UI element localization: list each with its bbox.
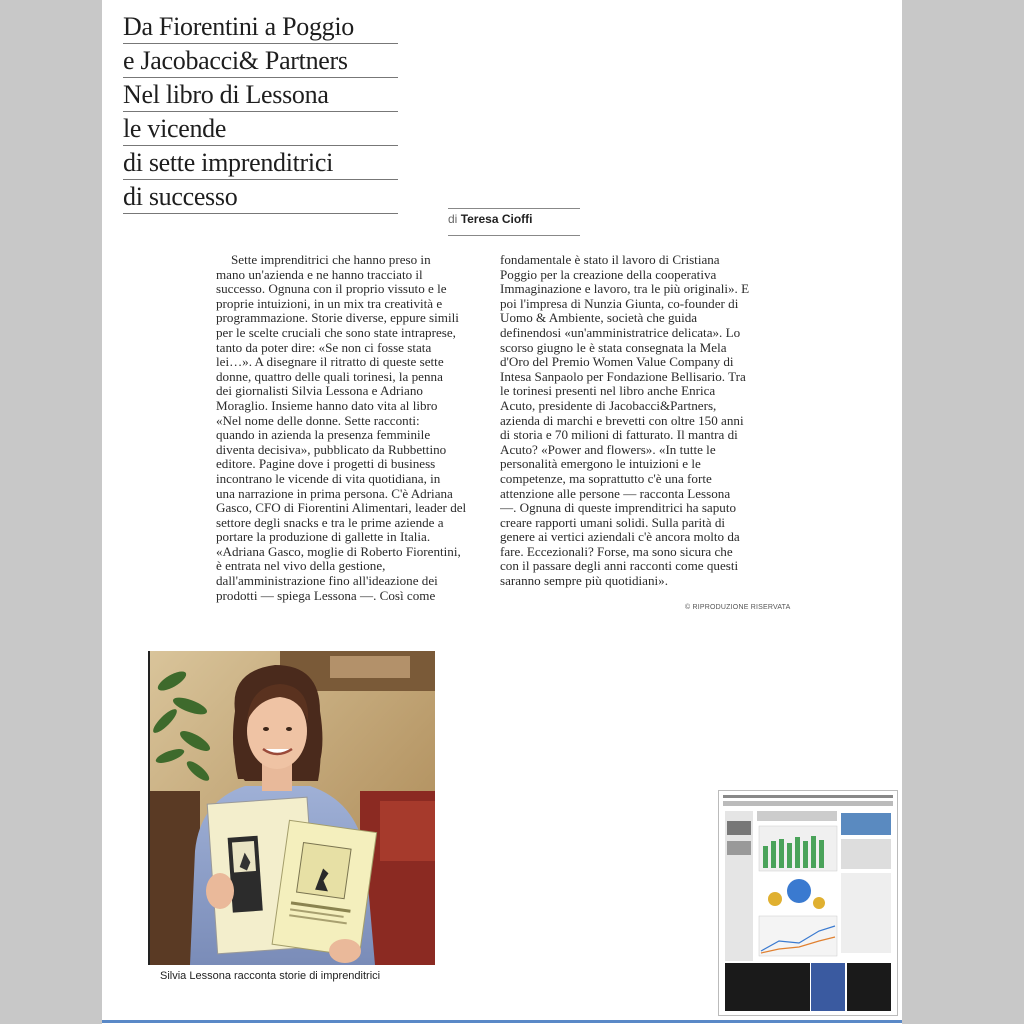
headline xyxy=(123,10,398,214)
photo-caption: Silvia Lessona racconta storie di imprenditrici xyxy=(160,970,381,982)
article-text-line: mano un'azienda e ne hanno tracciato il xyxy=(216,267,423,282)
article-text-line: portare la produzione di gallette in Italia. xyxy=(216,530,431,545)
article-text-line: con il passare degli anni racconti come questi xyxy=(500,559,739,574)
article-text-line: azienda di marchi e brevetti con oltre 150 anni xyxy=(500,413,744,428)
article-text-line: per le scelte cruciali che sono state intraprese, xyxy=(216,325,456,340)
article-text-line: fare. Eccezionali? Forse, ma sono sicura che xyxy=(500,544,733,559)
article-text-line: Acuto, presidente di Jacobacci&Partners, xyxy=(500,398,717,413)
article-text-line: di storia e 70 milioni di fatturato. Il mantra di xyxy=(500,428,738,443)
byline-prefix: di xyxy=(448,212,458,226)
article-text-line: Immaginazione e lavoro, tra le più originali». E xyxy=(500,282,750,297)
article-text-line: Gasco, CFO di Fiorentini Alimentari, leader del xyxy=(216,501,467,516)
article-text-line: genere ai vertici aziendali c'è ancora molto da xyxy=(500,530,740,545)
article-text-line: prodotti — spiega Lessona —. Così come xyxy=(216,588,436,603)
article-text-line: saranno sempre più quotidiani». xyxy=(500,574,669,589)
article-text-line: fondamentale è stato il lavoro di Cristiana xyxy=(500,253,720,267)
article-text-line: Sette imprenditrici che hanno preso in xyxy=(231,253,431,267)
author-photo xyxy=(148,651,435,965)
article-text-line: Intesa Sanpaolo per Fondazione Bellisario. Tra xyxy=(500,369,746,384)
article-text-line: personalità emergono le intuizioni e le xyxy=(500,457,701,472)
article-text-line: competenze, ma soprattutto c'è una forte xyxy=(500,471,712,486)
article-text-line: attenzione alle persone — racconta Lessona xyxy=(500,486,731,501)
headline-line: le vicende xyxy=(123,112,398,146)
article-text-line: quando in azienda la presenza femminile xyxy=(216,428,431,443)
page-thumbnail xyxy=(718,790,898,1016)
article-text-line: scorso giugno le è stata consegnata la Mela xyxy=(500,340,727,355)
article-text-line: settore degli snacks e tra le prime aziende a xyxy=(216,515,444,530)
page-thumbnail-illustration xyxy=(719,791,897,1015)
byline-author: Teresa Cioffi xyxy=(460,212,533,226)
article-text-line: le torinesi presenti nel libro anche Enrica xyxy=(500,384,716,399)
bottom-accent-line xyxy=(102,1020,902,1023)
article-column-2 xyxy=(500,253,762,589)
article-text-line: editore. Pagine dove i progetti di business xyxy=(216,457,436,472)
byline xyxy=(448,208,580,236)
article-text-line: —. Ognuna di queste imprenditrici ha saputo xyxy=(500,501,737,516)
article-text-line: donne, quattro delle quali torinesi, la penna xyxy=(216,369,443,384)
article-text-line: lei…». A disegnare il ritratto di queste sette xyxy=(216,355,444,370)
article-text-line: Poggio per la creazione della cooperativa xyxy=(500,267,717,282)
article-text-line: programmazione. Storie diverse, eppure simili xyxy=(216,311,459,326)
article-text-line: Uomo & Ambiente, società che guida xyxy=(500,311,698,326)
article-text-line: «Adriana Gasco, moglie di Roberto Fiorentini, xyxy=(216,544,461,559)
article-text-line: poi l'impresa di Nunzia Giunta, co-founder di xyxy=(500,296,739,311)
article-text-line: diventa decisiva», pubblicato da Rubbettino xyxy=(216,442,447,457)
headline-line: e Jacobacci& Partners xyxy=(123,44,398,78)
headline-line: di sette imprenditrici xyxy=(123,146,398,180)
article-text-line: Acuto? «Power and flowers». «In tutte le xyxy=(500,442,716,457)
article-text-line: successo. Ognuna con il proprio vissuto e le xyxy=(216,282,447,297)
newspaper-page xyxy=(102,0,902,1024)
article-text-line: una narrazione in prima persona. C'è Adriana xyxy=(216,486,453,501)
article-text-line: tanto da poter dire: «Se non ci fosse stata xyxy=(216,340,432,355)
headline-line: Nel libro di Lessona xyxy=(123,78,398,112)
headline-line: di successo xyxy=(123,180,398,214)
headline-line: Da Fiorentini a Poggio xyxy=(123,10,398,44)
article-text-line: è entrata nel vivo della gestione, xyxy=(216,559,386,574)
article-text-line: Moraglio. Insieme hanno dato vita al libro xyxy=(216,398,438,413)
article-column-1 xyxy=(216,253,478,603)
article-text-line: dei giornalisti Silvia Lessona e Adriano xyxy=(216,384,423,399)
article-text-line: definendosi «un'amministratrice delicata». Lo xyxy=(500,325,741,340)
article-text-line: dall'amministrazione fino all'ideazione dei xyxy=(216,574,438,589)
article-text-line: «Nel nome delle donne. Sette racconti: xyxy=(216,413,420,428)
article-text-line: incontrano le vicende di vita quotidiana, in xyxy=(216,471,441,486)
author-photo-illustration xyxy=(150,651,435,965)
copyright-notice: © RIPRODUZIONE RISERVATA xyxy=(685,604,791,611)
article-text-line: proprie intuizioni, in un mix tra creatività e xyxy=(216,296,443,311)
article-text-line: creare rapporti umani solidi. Sulla parità di xyxy=(500,515,726,530)
article-text-line: d'Oro del Premio Women Value Company di xyxy=(500,355,734,370)
